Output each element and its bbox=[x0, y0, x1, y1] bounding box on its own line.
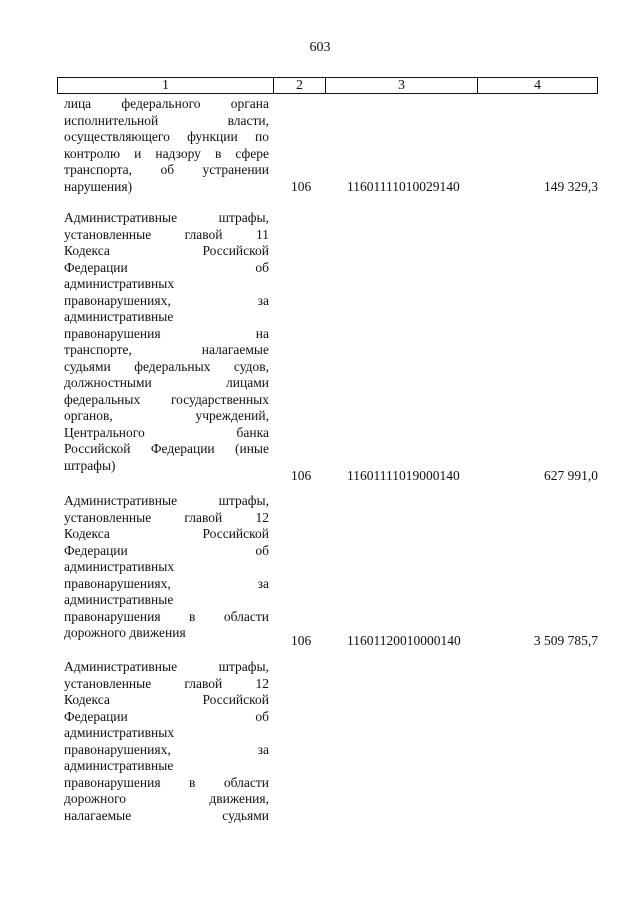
description-line: Российской Федерации (иные bbox=[64, 441, 269, 456]
description-line: административные bbox=[64, 758, 174, 773]
description-line: административных bbox=[64, 725, 175, 740]
description-line: Административные штрафы, bbox=[64, 659, 269, 674]
description-line: административных bbox=[64, 559, 175, 574]
row-description bbox=[64, 96, 269, 195]
row-description bbox=[64, 659, 269, 824]
row-code-col3: 11601111019000140 bbox=[347, 468, 460, 483]
header-col-1: 1 bbox=[58, 78, 274, 93]
description-line: установленные главой 12 bbox=[64, 509, 269, 525]
header-col-4: 4 bbox=[534, 78, 541, 93]
row-amount: 149 329,3 bbox=[544, 179, 598, 194]
description-line: Федерации об bbox=[64, 708, 269, 724]
row-code-col2: 106 bbox=[291, 179, 312, 194]
description-line: правонарушения в области bbox=[64, 608, 269, 624]
row-description bbox=[64, 493, 269, 642]
description-line: федеральных государственных bbox=[64, 391, 269, 407]
description-line: установленные главой 11 bbox=[64, 226, 269, 242]
description-line: установленные главой 12 bbox=[64, 675, 269, 691]
description-line: должностными лицами bbox=[64, 375, 269, 390]
description-line: транспорта, об устранении bbox=[64, 162, 269, 177]
description-line: нарушения) bbox=[64, 178, 133, 194]
description-line: штрафы) bbox=[64, 457, 116, 473]
row-code-col2: 106 bbox=[291, 468, 312, 483]
header-col-2: 2 bbox=[274, 78, 326, 93]
description-line: органов, учреждений, bbox=[64, 408, 269, 423]
description-line: Кодекса Российской bbox=[64, 526, 269, 541]
row-code-col3: 11601111010029140 bbox=[347, 179, 460, 194]
description-line: осуществляющего функции по bbox=[64, 129, 269, 144]
table-header-row bbox=[57, 77, 598, 94]
description-line: административные bbox=[64, 592, 174, 607]
description-line: исполнительной власти, bbox=[64, 112, 269, 128]
description-line: правонарушениях, за bbox=[64, 741, 269, 757]
header-col-3: 3 bbox=[326, 78, 478, 93]
row-code-col3: 11601120010000140 bbox=[347, 633, 461, 648]
description-line: лица федерального органа bbox=[64, 96, 269, 111]
description-line: правонарушения на bbox=[64, 325, 269, 341]
description-line: Кодекса Российской bbox=[64, 692, 269, 707]
description-line: Административные штрафы, bbox=[64, 493, 269, 508]
description-line: налагаемые судьями bbox=[64, 807, 269, 823]
description-line: правонарушения в области bbox=[64, 774, 269, 790]
description-line: дорожного движения, bbox=[64, 791, 269, 806]
description-line: Административные штрафы, bbox=[64, 210, 269, 225]
row-description bbox=[64, 210, 269, 474]
page-number: 603 bbox=[309, 40, 331, 55]
description-line: контролю и надзору в сфере bbox=[64, 145, 269, 161]
description-line: Кодекса Российской bbox=[64, 243, 269, 258]
row-code-col2: 106 bbox=[291, 633, 312, 648]
description-line: транспорте, налагаемые bbox=[64, 342, 269, 357]
row-amount: 3 509 785,7 bbox=[533, 633, 598, 648]
row-amount: 627 991,0 bbox=[544, 468, 598, 483]
description-line: правонарушениях, за bbox=[64, 292, 269, 308]
description-line: Федерации об bbox=[64, 542, 269, 558]
description-line: дорожного движения bbox=[64, 625, 186, 640]
description-line: административных bbox=[64, 276, 175, 291]
description-line: Федерации об bbox=[64, 259, 269, 275]
description-line: правонарушениях, за bbox=[64, 575, 269, 591]
description-line: административные bbox=[64, 309, 174, 324]
description-line: Центрального банка bbox=[64, 424, 269, 440]
description-line: судьями федеральных судов, bbox=[64, 358, 269, 374]
